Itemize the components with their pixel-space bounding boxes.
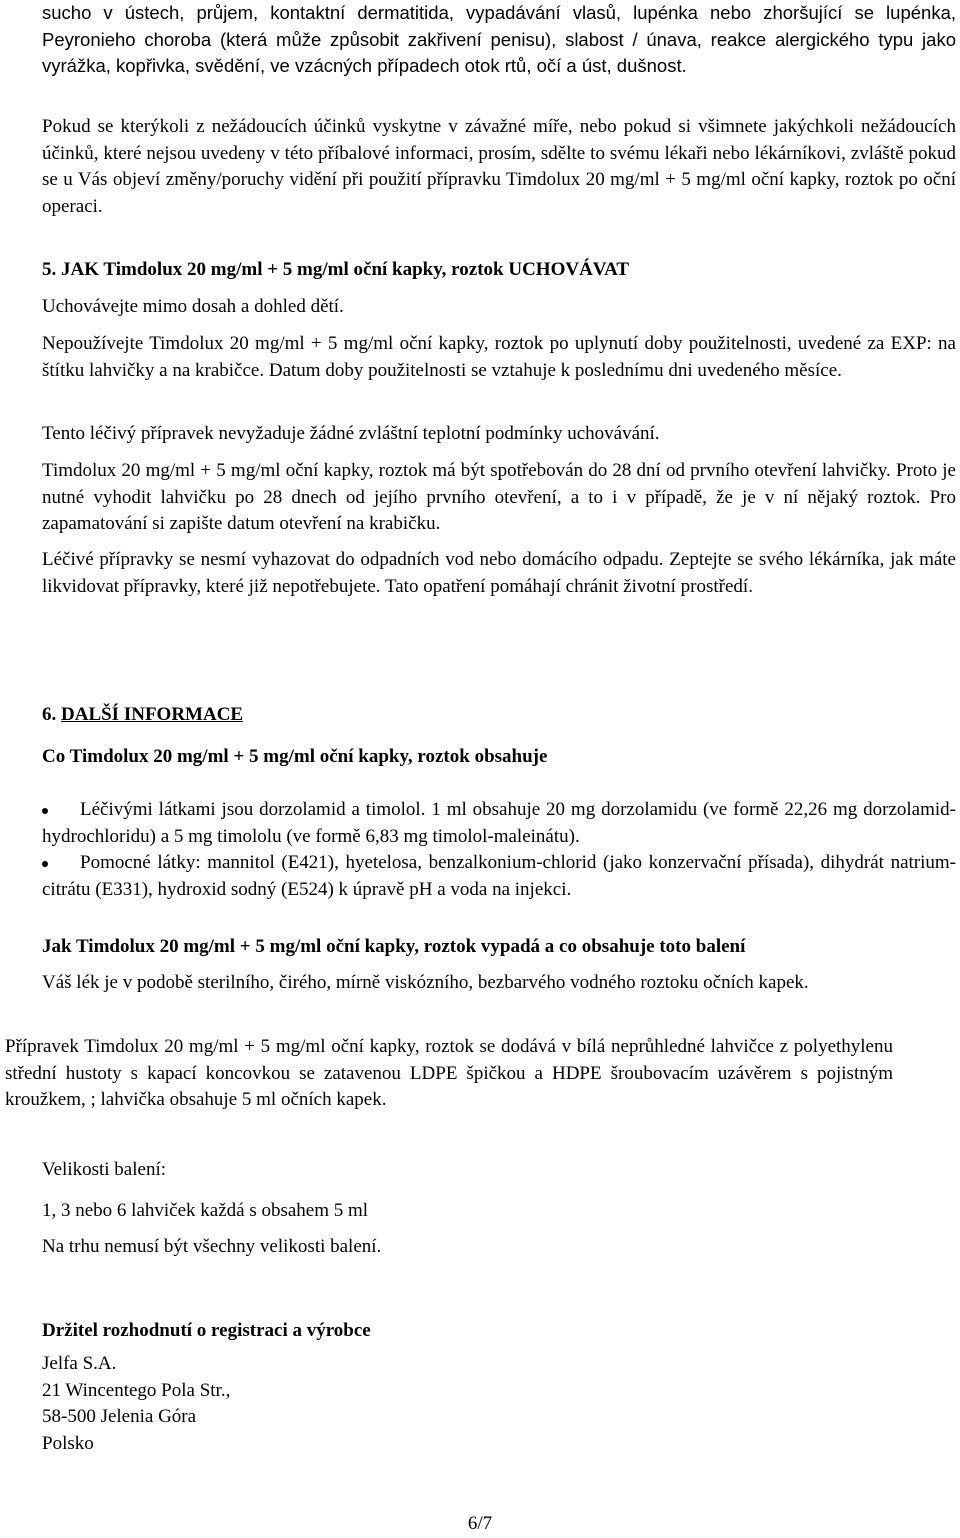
continuation-paragraph: sucho v ústech, průjem, kontaktní dermatitida, vypadávání vlasů, lupénka nebo zhoršující se lupénka, Peyronieho choroba (která může způsobit zakřivení penisu), slabost / únava, reakce alergického typu jako vyrážka, kopřivka, svědění, ve vzácných případech otok rtů, očí a úst, dušnost. bbox=[42, 2, 956, 76]
report-side-effects-paragraph: Pokud se kterýkoli z nežádoucích účinků vyskytne v závažné míře, nebo pokud si všimnete jakýchkoli nežádoucích účinků, které nejsou uvedeny v této příbalové informaci, prosím, sdělte to svému lékaři nebo lékárníkovi, zvláště pokud se u Vás objeví změny/poruchy vidění při použití přípravku Timdolux 20 mg/ml + 5 mg/ml oční kapky, roztok po oční operaci. bbox=[42, 116, 956, 217]
section5-paragraph-children: Uchovávejte mimo dosah a dohled dětí. bbox=[42, 296, 344, 317]
section5-paragraph-disposal: Léčivé přípravky se nesmí vyhazovat do odpadních vod nebo domácího odpadu. Zeptejte se svého lékárníka, jak máte likvidovat přípravky, které již nepotřebujete. Tato opatření pomáhají chránit životní prostředí. bbox=[42, 549, 956, 597]
packaging-paragraph: Přípravek Timdolux 20 mg/ml + 5 mg/ml oční kapky, roztok se dodává v bílá neprůhledné lahvičce z polyethylenu střední hustoty s kapací koncovkou se zatavenou LDPE špičkou a HDPE šroubovacím uzávěrem s pojistným kroužkem, ; lahvička obsahuje 5 ml očních kapek. bbox=[5, 1036, 893, 1110]
pack-sizes-value: 1, 3 nebo 6 lahviček každá s obsahem 5 ml bbox=[42, 1200, 369, 1221]
section6-heading bbox=[42, 702, 956, 729]
page-number: 6/7 bbox=[467, 1513, 493, 1534]
holder-name: Jelfa S.A. bbox=[42, 1353, 117, 1374]
section5-paragraph-expiry: Nepoužívejte Timdolux 20 mg/ml + 5 mg/ml oční kapky, roztok po uplynutí doby použitelnosti, uvedené za EXP: na štítku lahvičky a na krabičce. Datum doby použitelnosti se vztahuje k poslednímu dni uvedeného měsíce. bbox=[42, 333, 956, 381]
holder-street: 21 Wincentego Pola Str., bbox=[42, 1380, 231, 1401]
section6-title: DALŠÍ INFORMACE bbox=[61, 704, 244, 725]
holder-city: 58-500 Jelenia Góra bbox=[42, 1406, 197, 1427]
appearance-paragraph: Váš lék je v podobě sterilního, čirého, mírně viskózního, bezbarvého vodného roztoku očních kapek. bbox=[42, 972, 809, 993]
pack-sizes-note: Na trhu nemusí být všechny velikosti balení. bbox=[42, 1236, 382, 1257]
composition-list bbox=[42, 797, 956, 903]
section5-heading: 5. JAK Timdolux 20 mg/ml + 5 mg/ml oční kapky, roztok UCHOVÁVAT bbox=[42, 259, 630, 280]
section5-paragraph-shelf-life: Timdolux 20 mg/ml + 5 mg/ml oční kapky, roztok má být spotřebován do 28 dní od prvního otevření lahvičky. Proto je nutné vyhodit lahvičku po 28 dnech od jejího prvního otevření, a to i v případě, že je v ní nějaký roztok. Pro zapamatování si zapište datum otevření na krabičku. bbox=[42, 460, 956, 534]
section5-paragraph-temperature: Tento léčivý přípravek nevyžaduje žádné zvláštní teplotní podmínky uchovávání. bbox=[42, 423, 660, 444]
holder-heading: Držitel rozhodnutí o registraci a výrobce bbox=[42, 1320, 371, 1341]
composition-subheading: Co Timdolux 20 mg/ml + 5 mg/ml oční kapky, roztok obsahuje bbox=[42, 746, 548, 767]
section6-number: 6. bbox=[42, 704, 61, 725]
pack-sizes-label: Velikosti balení: bbox=[42, 1159, 167, 1180]
appearance-subheading: Jak Timdolux 20 mg/ml + 5 mg/ml oční kapky, roztok vypadá a co obsahuje toto balení bbox=[42, 936, 746, 957]
list-item: Léčivými látkami jsou dorzolamid a timolol. 1 ml obsahuje 20 mg dorzolamidu (ve formě 22,26 mg dorzolamid- hydrochloridu) a 5 mg timololu (ve formě 6,83 mg timolol-maleinátu). bbox=[42, 797, 956, 850]
holder-country: Polsko bbox=[42, 1433, 94, 1454]
list-item: Pomocné látky: mannitol (E421), hyetelosa, benzalkonium-chlorid (jako konzervační přísada), dihydrát natrium-citrátu (E331), hydroxid sodný (E524) k úpravě pH a voda na injekci. bbox=[42, 850, 956, 903]
